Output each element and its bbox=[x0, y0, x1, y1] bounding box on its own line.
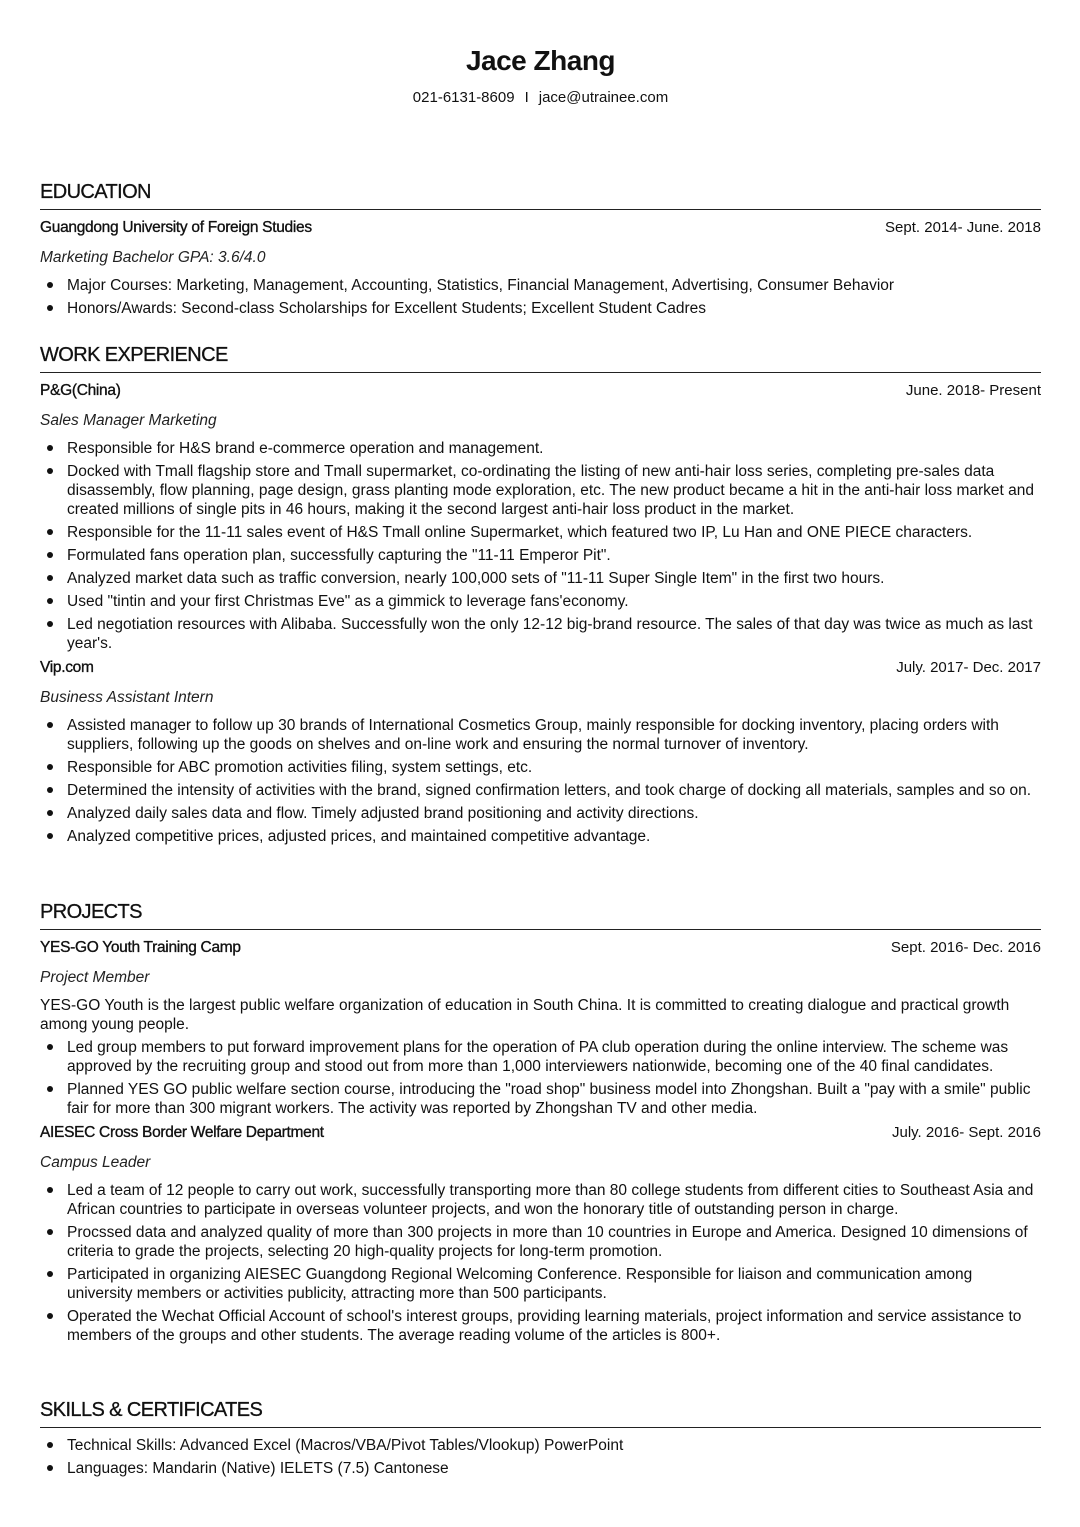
education-entry bbox=[40, 217, 1041, 318]
list-item: Operated the Wechat Official Account of school's interest groups, providing learning materials, project information and service assistance to members of the groups and other students. The average reading volume of the articles is 800+. bbox=[40, 1307, 1041, 1345]
work-entry bbox=[40, 380, 1041, 653]
bullet-list bbox=[40, 716, 1041, 846]
entry-dates: Sept. 2014- June. 2018 bbox=[885, 219, 1041, 236]
list-item: Analyzed market data such as traffic conversion, nearly 100,000 sets of "11-11 Super Single Item" in the first two hours. bbox=[40, 569, 1041, 588]
entry-header bbox=[40, 1122, 1041, 1143]
candidate-name: Jace Zhang bbox=[465, 45, 616, 76]
phone-number: 021-6131-8609 bbox=[412, 89, 515, 106]
list-item: Participated in organizing AIESEC Guangdong Regional Welcoming Conference. Responsible for liaison and communication among university members or activities publicity, attracting more than 500 participants. bbox=[40, 1265, 1041, 1303]
list-item: Analyzed daily sales data and flow. Timely adjusted brand positioning and activity directions. bbox=[40, 804, 1041, 823]
list-item: Major Courses: Marketing, Management, Accounting, Statistics, Financial Management, Advertising, Consumer Behavior bbox=[40, 276, 1041, 295]
entry-dates: July. 2017- Dec. 2017 bbox=[896, 659, 1041, 676]
bullet-list bbox=[40, 276, 1041, 318]
list-item: Assisted manager to follow up 30 brands of International Cosmetics Group, mainly responsible for docking inventory, placing orders with suppliers, following up the goods on shelves and on-line work and ensuring the normal turnover of inventory. bbox=[40, 716, 1041, 754]
bullet-list bbox=[40, 439, 1041, 653]
list-item: Technical Skills: Advanced Excel (Macros/VBA/Pivot Tables/Vlookup) PowerPoint bbox=[40, 1436, 1041, 1455]
bullet-list bbox=[40, 1181, 1041, 1345]
project-entry bbox=[40, 937, 1041, 1118]
education-section bbox=[40, 180, 1041, 322]
work-entry bbox=[40, 657, 1041, 846]
resume-header bbox=[40, 0, 1041, 108]
section-title-skills: SKILLS & CERTIFICATES bbox=[40, 1398, 1041, 1428]
list-item: Formulated fans operation plan, successfully capturing the "11-11 Emperor Pit". bbox=[40, 546, 1041, 565]
list-item: Responsible for the 11-11 sales event of H&S Tmall online Supermarket, which featured two IP, Lu Han and ONE PIECE characters. bbox=[40, 523, 1041, 542]
contact-separator: I bbox=[524, 89, 529, 106]
list-item: Analyzed competitive prices, adjusted prices, and maintained competitive advantage. bbox=[40, 827, 1041, 846]
list-item: Led negotiation resources with Alibaba. Successfully won the only 12-12 big-brand resource. The sales of that day was twice as much as last year's. bbox=[40, 615, 1041, 653]
contact-line bbox=[40, 88, 1041, 108]
section-title-work: WORK EXPERIENCE bbox=[40, 343, 1041, 373]
list-item: Responsible for H&S brand e-commerce operation and management. bbox=[40, 439, 1041, 458]
job-title: Sales Manager Marketing bbox=[40, 412, 217, 429]
list-item: Led group members to put forward improvement plans for the operation of PA club operation during the online interview. The scheme was approved by the recruiting group and stood out from more than 1,000 interviewers nationwide, becoming one of the 40 final candidates. bbox=[40, 1038, 1041, 1076]
entry-header bbox=[40, 217, 1041, 238]
entry-header bbox=[40, 657, 1041, 678]
school-name: Guangdong University of Foreign Studies bbox=[40, 219, 312, 236]
list-item: Used "tintin and your first Christmas Eve" as a gimmick to leverage fans'economy. bbox=[40, 592, 1041, 611]
project-role: Project Member bbox=[40, 969, 150, 986]
entry-dates: July. 2016- Sept. 2016 bbox=[892, 1124, 1041, 1141]
section-title-projects: PROJECTS bbox=[40, 900, 1041, 930]
list-item: Responsible for ABC promotion activities filing, system settings, etc. bbox=[40, 758, 1041, 777]
list-item: Determined the intensity of activities with the brand, signed confirmation letters, and took charge of docking all materials, samples and so on. bbox=[40, 781, 1041, 800]
list-item: Procssed data and analyzed quality of more than 300 projects in more than 10 countries in Europe and America. Designed 10 dimensions of criteria to grade the projects, selecting 20 high-quality projects for long-term promotion. bbox=[40, 1223, 1041, 1261]
project-name: YES-GO Youth Training Camp bbox=[40, 939, 241, 956]
bullet-list bbox=[40, 1436, 1041, 1478]
resume-page bbox=[40, 0, 1041, 1477]
company-name: Vip.com bbox=[40, 659, 94, 676]
entry-header bbox=[40, 380, 1041, 401]
entry-header bbox=[40, 937, 1041, 958]
skills-section bbox=[40, 1398, 1041, 1482]
entry-dates: Sept. 2016- Dec. 2016 bbox=[890, 939, 1041, 956]
list-item: Docked with Tmall flagship store and Tmall supermarket, co-ordinating the listing of new anti-hair loss series, completing pre-sales data disassembly, flow planning, page design, grass planting mode exploration, etc. The new product became a hit in the anti-hair loss market and created millions of single pits in 46 hours, making it the second largest anti-hair loss product in the market. bbox=[40, 462, 1041, 519]
work-experience-section bbox=[40, 343, 1041, 850]
bullet-list bbox=[40, 1038, 1041, 1118]
project-description: YES-GO Youth is the largest public welfare organization of education in South China. It is committed to creating dialogue and practical growth among young people. bbox=[40, 997, 1010, 1033]
list-item: Led a team of 12 people to carry out work, successfully transporting more than 80 college students from different cities to Southeast Asia and African countries to participate in overseas volunteer projects, and won the honorary title of outstanding person in charge. bbox=[40, 1181, 1041, 1219]
project-role: Campus Leader bbox=[40, 1154, 151, 1171]
degree-line: Marketing Bachelor GPA: 3.6/4.0 bbox=[40, 249, 266, 266]
list-item: Planned YES GO public welfare section course, introducing the "road shop" business model into Zhongshan. Built a "pay with a smile" public fair for more than 300 migrant workers. The activity was reported by Zhongshan TV and other media. bbox=[40, 1080, 1041, 1118]
projects-section bbox=[40, 900, 1041, 1349]
list-item: Languages: Mandarin (Native) IELETS (7.5) Cantonese bbox=[40, 1459, 1041, 1478]
section-title-education: EDUCATION bbox=[40, 180, 1041, 210]
job-title: Business Assistant Intern bbox=[40, 689, 214, 706]
company-name: P&G(China) bbox=[40, 382, 121, 399]
email-address: jace@utrainee.com bbox=[538, 89, 669, 106]
entry-dates: June. 2018- Present bbox=[905, 382, 1041, 399]
list-item: Honors/Awards: Second-class Scholarships for Excellent Students; Excellent Student Cadres bbox=[40, 299, 1041, 318]
project-entry bbox=[40, 1122, 1041, 1345]
project-name: AIESEC Cross Border Welfare Department bbox=[40, 1124, 324, 1141]
